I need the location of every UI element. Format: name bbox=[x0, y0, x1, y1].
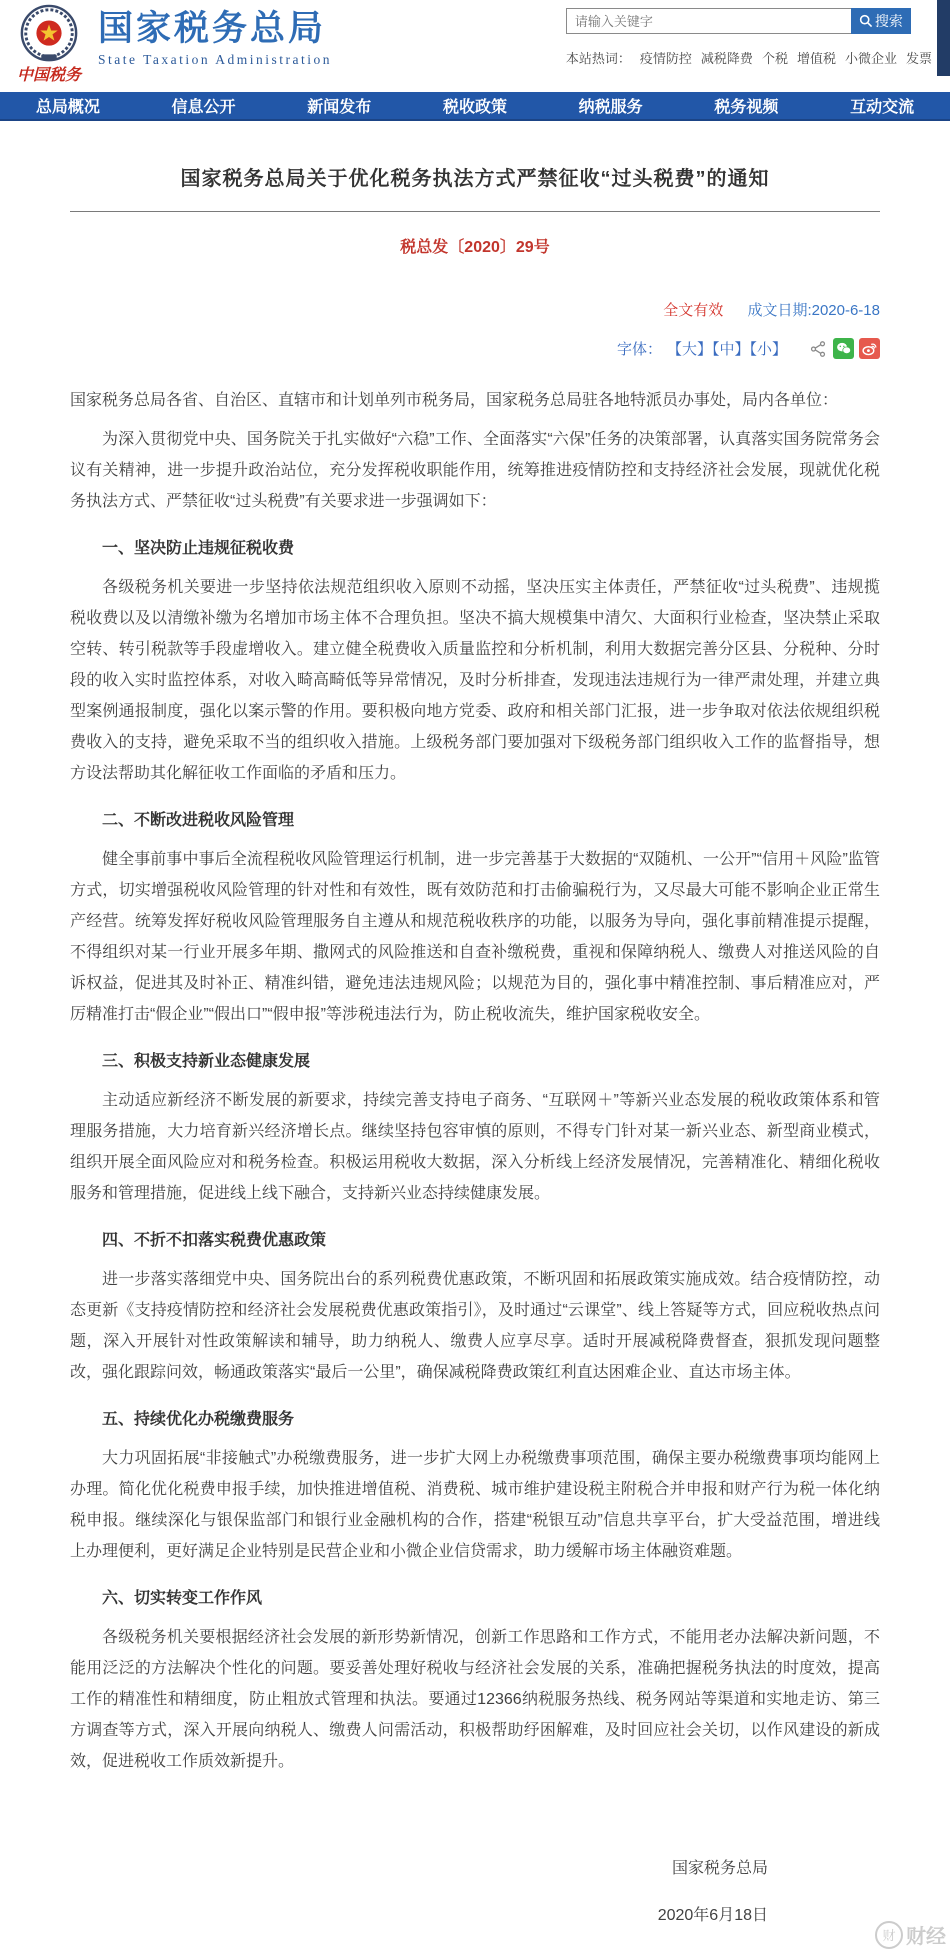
status-row bbox=[70, 299, 880, 320]
wechat-icon bbox=[835, 340, 852, 357]
section-heading: 四、不折不扣落实税费优惠政策 bbox=[102, 1232, 327, 1249]
weibo-icon bbox=[861, 340, 878, 357]
body-paragraph: 主动适应新经济不断发展的新要求，持续完善支持电子商务、“互联网＋”等新兴业态发展的税收政策体系和管理服务措施，大力培育新兴经济增长点。继续坚持包容审慎的原则，不得专门针对某一新兴业态、新型商业模式，组织开展全面风险应对和税务检查。积极运用税收大数据，深入分析线上经济发展情况，完善精准化、精细化税收服务和管理措施，促进线上线下融合，支持新兴业态持续健康发展。 bbox=[70, 1092, 880, 1202]
national-emblem-icon bbox=[18, 4, 80, 66]
body-paragraph: 大力巩固拓展“非接触式”办税缴费服务，进一步扩大网上办税缴费事项范围，确保主要办税缴费事项均能网上办理。简化优化税费申报手续，加快推进增值税、消费税、城市维护建设税主附税合并申报和财产行为税一体化纳税申报。继续深化与银保监部门和银行业金融机构的合作，搭建“税银互动”信息共享平台，扩大受益范围，增进线上办理便利，更好满足企业特别是民营企业和小微企业信贷需求，助力缓解市场主体融资难题。 bbox=[70, 1450, 880, 1560]
font-size-button-0[interactable]: 【大】 bbox=[666, 341, 712, 358]
nav-item-5[interactable]: 税务视频 bbox=[714, 99, 779, 116]
hot-word-2[interactable]: 个税 bbox=[761, 51, 788, 66]
toolbar-row bbox=[70, 338, 880, 359]
body-paragraph: 进一步落实落细党中央、国务院出台的系列税费优惠政策，不断巩固和拓展政策实施成效。结合疫情防控，动态更新《支持疫情防控和经济社会发展税费优惠政策指引》，及时通过“云课堂”、线上答疑等方式，回应税收热点问题，深入开展针对性政策解读和辅导，助力纳税人、缴费人应享尽享。适时开展减税降费督查，狠抓发现问题整改，强化跟踪问效，畅通政策落实“最后一公里”，确保减税降费政策红利直达困难企业、直达市场主体。 bbox=[70, 1271, 880, 1381]
main-nav bbox=[0, 92, 950, 121]
share-icon bbox=[809, 340, 827, 358]
font-size-button-2[interactable]: 【小】 bbox=[749, 341, 787, 358]
hot-word-5[interactable]: 发票 bbox=[905, 51, 932, 66]
font-size-buttons bbox=[667, 338, 787, 359]
nav-item-2[interactable]: 新闻发布 bbox=[307, 99, 372, 116]
hot-word-0[interactable]: 疫情防控 bbox=[639, 51, 692, 66]
issue-date: 成文日期:2020-6-18 bbox=[747, 302, 880, 319]
body-paragraph: 各级税务机关要进一步坚持依法规范组织收入原则不动摇，坚决压实主体责任，严禁征收“过头税费”、违规揽税收费以及以清缴补缴为名增加市场主体不合理负担。坚决不搞大规模集中清欠、大面积行业检查，坚决禁止采取空转、转引税款等手段虚增收入。建立健全税费收入质量监控和分析机制，利用大数据完善分区县、分税种、分时段的收入实时监控体系，对收入畸高畸低等异常情况，及时分析排查，发现违法违规行为一律严肃处理，并建立典型案例通报制度，强化以案示警的作用。要积极向地方党委、政府和相关部门汇报，进一步争取对依法依规组织税费收入的支持，避免采取不当的组织收入措施。上级税务部门要加强对下级税务部门组织收入工作的监督指导，想方设法帮助其化解征收工作面临的矛盾和压力。 bbox=[70, 579, 880, 782]
search-icon bbox=[859, 14, 873, 28]
nav-item-1[interactable]: 信息公开 bbox=[171, 99, 236, 116]
nav-item-3[interactable]: 税收政策 bbox=[442, 99, 507, 116]
site-title-en: State Taxation Administration bbox=[98, 52, 333, 67]
article-container bbox=[0, 121, 950, 1951]
signature-date: 2020年6月18日 bbox=[657, 1907, 768, 1924]
body-paragraph: 为深入贯彻党中央、国务院关于扎实做好“六稳”工作、全面落实“六保”任务的决策部署，认真落实国务院常务会议有关精神，进一步提升政治站位，充分发挥税收职能作用，统筹推进疫情防控和支持经济社会发展，现就优化税务执法方式、严禁征收“过头税费”有关要求进一步强调如下： bbox=[70, 431, 880, 510]
body-paragraph: 各级税务机关要根据经济社会发展的新形势新情况，创新工作思路和工作方式，不能用老办法解决新问题，不能用泛泛的方法解决个性化的问题。要妥善处理好税收与经济社会发展的关系，准确把握税务执法的时度效，提高工作的精准性和精细度，防止粗放式管理和执法。要通过12366纳税服务热线、税务网站等渠道和实地走访、第三方调查等方式，深入开展向纳税人、缴费人问需活动，积极帮助纾困解难，及时回应社会关切，以作风建设的新成效，促进税收工作质效新提升。 bbox=[70, 1629, 880, 1770]
page-title: 国家税务总局关于优化税务执法方式严禁征收“过头税费”的通知 bbox=[180, 168, 770, 190]
site-logo[interactable] bbox=[0, 0, 332, 84]
header-right-strip bbox=[937, 0, 950, 76]
share-button[interactable] bbox=[807, 338, 828, 359]
font-size-button-1[interactable]: 【中】 bbox=[711, 341, 750, 358]
watermark bbox=[875, 1920, 946, 1949]
section-heading: 六、切实转变工作作风 bbox=[102, 1590, 263, 1607]
site-title-cn: 国家税务总局 bbox=[98, 9, 327, 48]
hot-word-1[interactable]: 减税降费 bbox=[700, 51, 753, 66]
hot-words-row bbox=[566, 48, 932, 67]
font-size-label: 字体： bbox=[616, 341, 662, 358]
hot-word-4[interactable]: 小微企业 bbox=[844, 51, 897, 66]
search-input[interactable] bbox=[566, 8, 851, 34]
search-button-label: 搜索 bbox=[874, 13, 903, 29]
search-button[interactable] bbox=[851, 8, 911, 34]
doc-number: 税总发〔2020〕29号 bbox=[400, 239, 550, 256]
watermark-text: 财经 bbox=[906, 1926, 946, 1948]
section-heading: 三、积极支持新业态健康发展 bbox=[102, 1053, 311, 1070]
status-badge: 全文有效 bbox=[663, 302, 724, 319]
watermark-logo-icon: 财 bbox=[875, 1921, 903, 1949]
wechat-share-button[interactable] bbox=[833, 338, 854, 359]
body-paragraph: 健全事前事中事后全流程税收风险管理运行机制，进一步完善基于大数据的“双随机、一公开”“信用＋风险”监管方式，切实增强税收风险管理的针对性和有效性，既有效防范和打击偷骗税行为，又尽最大可能不影响企业正常生产经营。统筹发挥好税收风险管理服务自主遵从和规范税收秩序的功能，以服务为导向，强化事前精准提示提醒，不得组织对某一行业开展多年期、撒网式的风险推送和自查补缴税费，重视和保障纳税人、缴费人对推送风险的自诉权益，促进其及时补正、精准纠错，避免违法违规风险；以规范为目的，强化事中精准控制、事后精准应对，严厉精准打击“假企业”“假出口”“假申报”等涉税违法行为，防止税收流失，维护国家税收安全。 bbox=[70, 851, 880, 1023]
hot-words-label: 本站热词： bbox=[565, 51, 631, 66]
logo-calligraphy: 中国税务 bbox=[16, 65, 81, 84]
section-heading: 五、持续优化办税缴费服务 bbox=[102, 1411, 295, 1428]
article-body bbox=[70, 385, 880, 1777]
signature-agency: 国家税务总局 bbox=[671, 1860, 768, 1877]
search-area bbox=[566, 0, 950, 67]
hot-word-3[interactable]: 增值税 bbox=[796, 51, 836, 66]
section-heading: 一、坚决防止违规征税收费 bbox=[102, 540, 295, 557]
body-paragraph: 国家税务总局各省、自治区、直辖市和计划单列市税务局，国家税务总局驻各地特派员办事处，局内各单位： bbox=[70, 392, 839, 409]
weibo-share-button[interactable] bbox=[859, 338, 880, 359]
title-divider bbox=[70, 211, 880, 212]
site-header bbox=[0, 0, 950, 92]
nav-item-4[interactable]: 纳税服务 bbox=[578, 99, 643, 116]
nav-item-6[interactable]: 互动交流 bbox=[850, 99, 915, 116]
nav-item-0[interactable]: 总局概况 bbox=[35, 99, 100, 116]
section-heading: 二、不断改进税收风险管理 bbox=[102, 812, 295, 829]
signature-block bbox=[70, 1855, 880, 1925]
